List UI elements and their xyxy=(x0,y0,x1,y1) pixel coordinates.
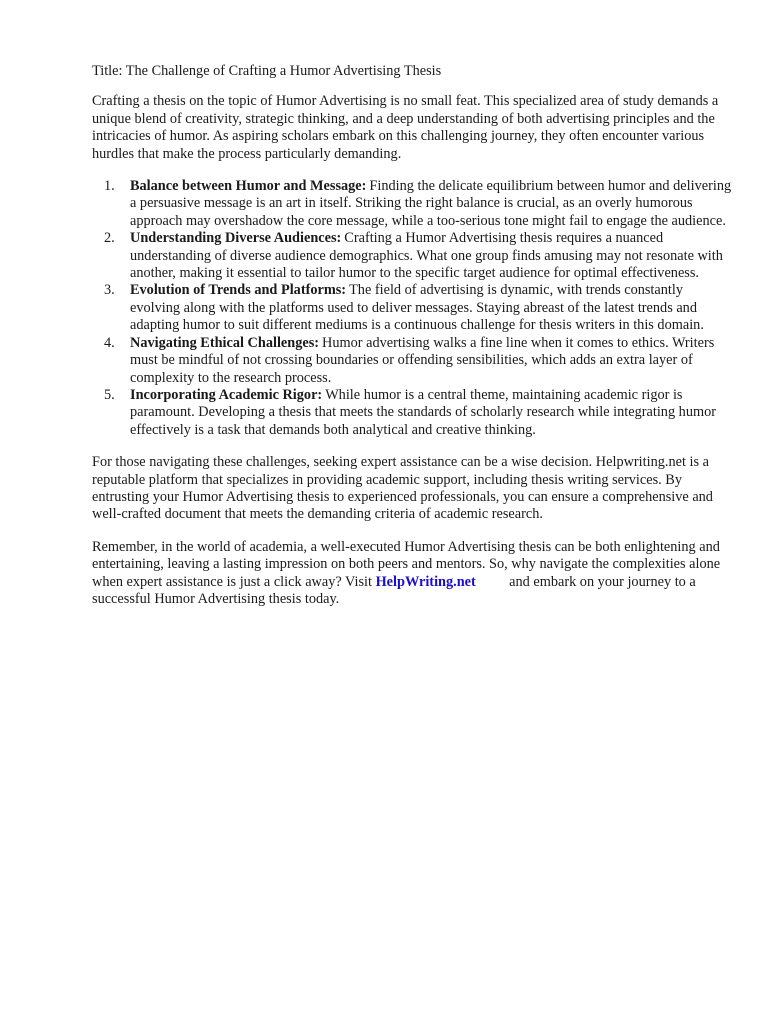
list-item-body xyxy=(130,282,732,334)
list-item-term: Incorporating Academic Rigor: xyxy=(130,386,323,403)
list-item xyxy=(92,230,732,282)
helpwriting-link[interactable]: HelpWriting.net xyxy=(375,573,476,590)
list-number: 2. xyxy=(104,230,115,247)
list-item-body xyxy=(130,387,732,439)
list-number: 3. xyxy=(104,282,115,299)
list-item-text: Crafting a Humor Advertising thesis requires a nuanced understanding of diverse audience demographics. What one group finds amusing may not resonate with another, making it essential to tailor humor to the specific target audience for optimal effectiveness. xyxy=(130,230,723,282)
list-number: 1. xyxy=(104,178,115,195)
intro-paragraph: Crafting a thesis on the topic of Humor Advertising is no small feat. This specialized area of study demands a unique blend of creativity, strategic thinking, and a deep understanding of both advertising principles and the intricacies of humor. As aspiring scholars embark on this challenging journey, they often encounter various hurdles that make the process particularly demanding. xyxy=(92,93,719,162)
list-item-text: Humor advertising walks a fine line when it comes to ethics. Writers must be mindful of not crossing boundaries or offending sensibilities, which adds an extra layer of complexity to the research process. xyxy=(130,334,715,386)
challenges-list xyxy=(92,178,732,439)
closing-text: Remember, in the world of academia, a well-executed Humor Advertising thesis can be both enlightening and entertaining, leaving a lasting impression on both peers and mentors. So, why navigate the complexities alone when expert assistance is just a click away? Visit xyxy=(92,538,721,590)
document-page xyxy=(92,63,732,623)
list-item xyxy=(92,282,732,334)
list-item xyxy=(92,178,732,230)
closing-paragraph xyxy=(92,539,732,609)
closing-text-end: and embark on your journey to a successful Humor Advertising thesis today. xyxy=(92,573,696,607)
list-item-body xyxy=(130,230,732,282)
list-item-term: Navigating Ethical Challenges: xyxy=(130,334,320,351)
list-item-term: Balance between Humor and Message: xyxy=(130,178,367,195)
list-item-term: Evolution of Trends and Platforms: xyxy=(130,282,347,299)
list-number: 5. xyxy=(104,386,115,403)
list-item xyxy=(92,335,732,387)
list-item-text: The field of advertising is dynamic, with trends constantly evolving along with the platforms used to deliver messages. Staying abreast of the latest trends and adapting humor to suit different mediums is a continuous challenge for thesis writers in this domain. xyxy=(130,282,704,334)
document-title: Title: The Challenge of Crafting a Humor Advertising Thesis xyxy=(92,63,442,79)
list-number: 4. xyxy=(104,334,115,351)
list-item-term: Understanding Diverse Audiences: xyxy=(130,230,342,247)
list-item-body xyxy=(130,335,732,387)
assistance-paragraph: For those navigating these challenges, seeking expert assistance can be a wise decision. Helpwriting.net is a reputable platform that specializes in providing academic support, including thesis writing services. By entrusting your Humor Advertising thesis to experienced professionals, you can ensure a comprehensive and well-crafted document that meets the demanding criteria of academic research. xyxy=(92,454,713,523)
list-item-body xyxy=(130,178,732,230)
list-item-text: Finding the delicate equilibrium between humor and delivering a persuasive message is an art in itself. Striking the right balance is crucial, as an overly humorous approach may overshadow the core message, while a too-serious tone might fail to engage the audience. xyxy=(130,178,732,229)
list-item xyxy=(92,387,732,439)
list-item-text: While humor is a central theme, maintaining academic rigor is paramount. Developing a thesis that meets the standards of scholarly research while integrating humor effectively is a task that demands both analytical and creative thinking. xyxy=(130,386,716,438)
